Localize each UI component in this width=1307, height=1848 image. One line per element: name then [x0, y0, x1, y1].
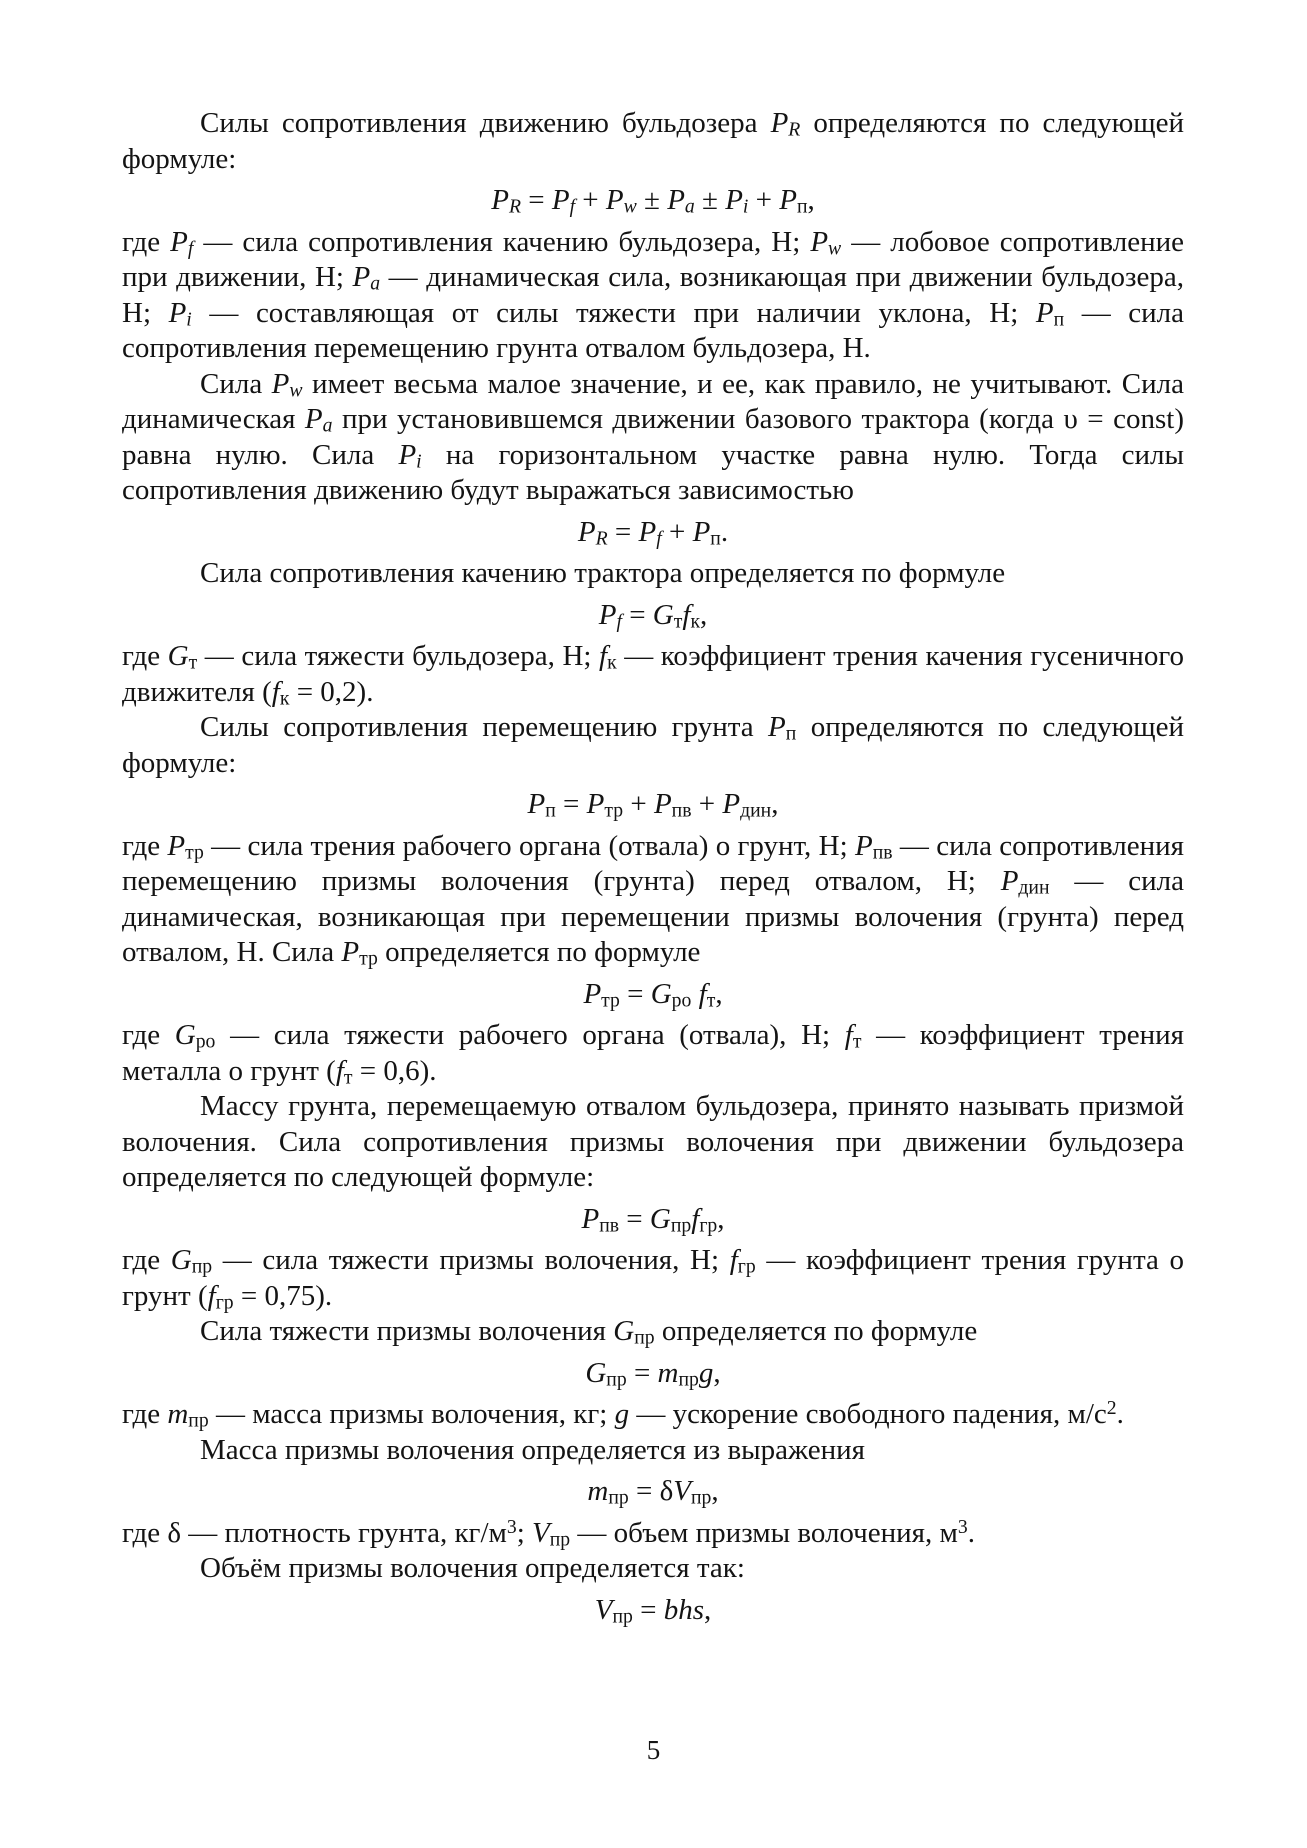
paragraph: где Gро — сила тяжести рабочего органа (отвала), Н; fт — коэффициент трения металла о грунт (fт = 0,6). — [122, 1019, 1185, 1089]
paragraph: Объём призмы волочения определяется так: — [200, 1552, 745, 1584]
paragraph: где δ — плотность грунта, $кг/м^3$; Vпр — объем призмы волочения, $м^3$. — [122, 1515, 975, 1551]
paragraph: Силы сопротивления перемещению грунта Pп определяются по следующей формуле: — [122, 711, 1184, 779]
formula: Pf = Gтfк, — [598, 598, 708, 633]
formula: Pп = Pтр + Pпв + Pдин, — [527, 788, 779, 822]
formula: Pтр = Gро fт, — [583, 977, 723, 1012]
paragraph: Массу грунта, перемещаемую отвалом бульдозера, принято называть призмой волочения. Сила сопротивления призмы волочения при движении бульдозера определяется по следующей формуле: — [122, 1090, 1184, 1193]
paragraph: где Gт — сила тяжести бульдозера, Н; fк — коэффициент трения качения гусеничного движителя (fк = 0,2). — [122, 640, 1184, 710]
formula: Gпр = mпрg, — [585, 1356, 721, 1391]
paragraph: где Gпр — сила тяжести призмы волочения, Н; fгр — коэффициент трения грунта о грунт (fгр = 0,75). — [122, 1244, 1184, 1314]
formula: mпр = δVпр, — [587, 1475, 719, 1509]
page-number: 5 — [646, 1735, 661, 1765]
formula: Vпр = bhs, — [594, 1593, 712, 1628]
paragraph: Сила Pw имеет весьма малое значение, и ее, как правило, не учитывают. Сила динамическая Pa при установившемся движении базового трактора (когда υ = const) равна нулю. Сила Pi на горизонтальном участке равна нулю. Тогда силы сопротивления движению будут выражаться зависимостью — [122, 367, 1185, 506]
paragraph: Сила тяжести призмы волочения Gпр определяется по формуле — [200, 1315, 978, 1349]
page-body — [122, 106, 1184, 1634]
formula: Pпв = Gпрfгр, — [581, 1202, 725, 1237]
paragraph: где mпр — масса призмы волочения, кг; g — ускорение свободного падения, $м/с^2$. — [122, 1397, 1124, 1432]
formula: PR = Pf + Pп. — [577, 515, 729, 550]
paragraph: Масса призмы волочения определяется из выражения — [200, 1433, 865, 1466]
paragraph: где Pf — сила сопротивления качению бульдозера, Н; Pw — лобовое сопротивление при движении, Н; Pa — динамическая сила, возникающая при движении бульдозера, Н; Pi — составляющая от силы тяжести при наличии уклона, Н; Pп — сила сопротивления перемещению грунта отвалом бульдозера, Н. — [122, 225, 1184, 364]
paragraph: где Pтр — сила трения рабочего органа (отвала) о грунт, Н; Pпв — сила сопротивления перемещению призмы волочения (грунта) перед отвалом, Н; Pдин — сила динамическая, возникающая при перемещении призмы волочения (грунта) перед отвалом, Н. Сила Pтр определяется по формуле — [122, 829, 1185, 970]
paragraph: Силы сопротивления движению бульдозера PR определяются по следующей формуле: — [122, 107, 1184, 175]
formula: PR = Pf + Pw ± Pa ± Pi + Pп, — [491, 184, 815, 218]
paragraph: Сила сопротивления качению трактора определяется по формуле — [200, 557, 1006, 589]
